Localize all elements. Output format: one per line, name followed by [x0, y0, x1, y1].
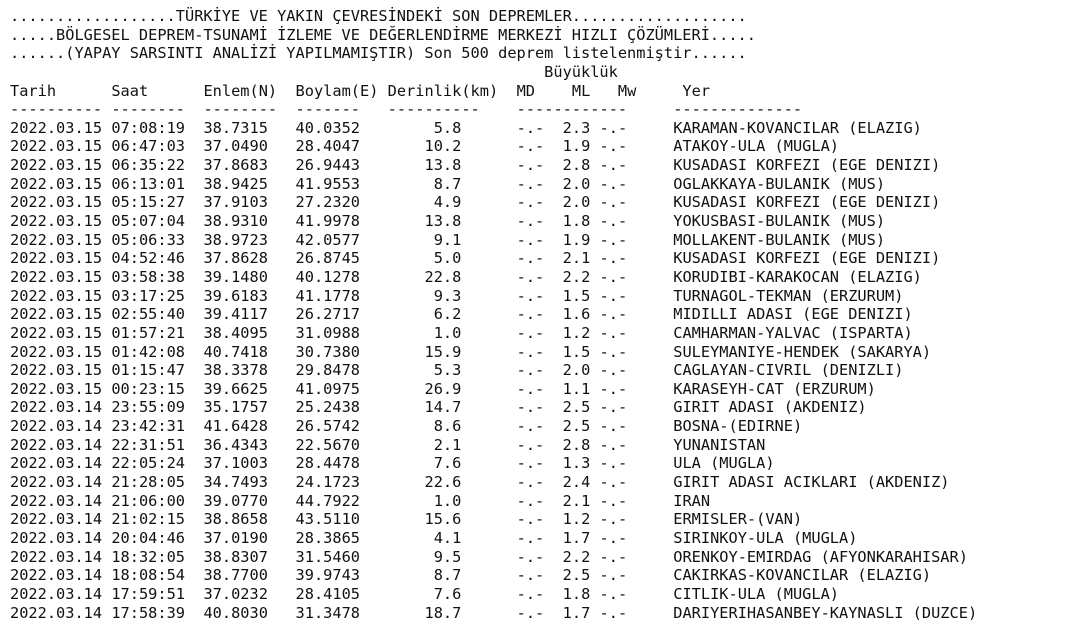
- row-longitude: 24.1723: [295, 473, 361, 492]
- row-time: 23:55:09: [111, 398, 186, 417]
- row-ml: 2.2: [562, 547, 591, 566]
- row-latitude: 38.4095: [203, 323, 268, 342]
- row-date: 2022.03.14: [10, 398, 103, 417]
- separator-date: ----------: [10, 100, 103, 119]
- row-mw: -.-: [599, 398, 628, 417]
- row-latitude: 34.7493: [203, 473, 268, 492]
- separator-depth: ----------: [387, 100, 480, 119]
- row-location: KORUDIBI-KARAKOCAN (ELAZIG): [673, 267, 922, 286]
- row-date: 2022.03.14: [10, 473, 103, 492]
- row-depth: 6.2: [387, 305, 462, 324]
- row-depth: 2.1: [387, 435, 462, 454]
- row-longitude: 28.4478: [295, 454, 361, 473]
- row-time: 22:31:51: [111, 435, 186, 454]
- row-mw: -.-: [599, 473, 628, 492]
- earthquake-row: [10, 417, 977, 436]
- row-time: 06:13:01: [111, 174, 186, 193]
- row-depth: 5.3: [387, 361, 462, 380]
- row-location: CITLIK-ULA (MUGLA): [673, 584, 840, 603]
- row-ml: 2.0: [562, 361, 591, 380]
- row-longitude: 26.5742: [295, 417, 361, 436]
- row-date: 2022.03.14: [10, 547, 103, 566]
- row-ml: 2.8: [562, 156, 591, 175]
- earthquake-row: [10, 361, 977, 380]
- row-latitude: 39.4117: [203, 305, 268, 324]
- row-md: -.-: [516, 528, 545, 547]
- row-time: 05:07:04: [111, 212, 186, 231]
- earthquake-row: [10, 156, 977, 175]
- row-time: 18:32:05: [111, 547, 186, 566]
- row-location: ORENKOY-EMIRDAG (AFYONKARAHISAR): [673, 547, 968, 566]
- row-ml: 2.4: [562, 473, 591, 492]
- row-latitude: 37.8683: [203, 156, 268, 175]
- row-mw: -.-: [599, 417, 628, 436]
- row-longitude: 31.0988: [295, 323, 361, 342]
- row-ml: 1.2: [562, 323, 591, 342]
- magnitude-group-heading: [10, 63, 977, 82]
- row-location: ERMISLER-(VAN): [673, 510, 803, 529]
- row-depth: 10.2: [387, 137, 462, 156]
- row-mw: -.-: [599, 193, 628, 212]
- row-md: -.-: [516, 193, 545, 212]
- row-location: TURNAGOL-TEKMAN (ERZURUM): [673, 286, 904, 305]
- row-date: 2022.03.14: [10, 566, 103, 585]
- row-longitude: 29.8478: [295, 361, 361, 380]
- row-mw: -.-: [599, 305, 628, 324]
- row-latitude: 39.0770: [203, 491, 268, 510]
- row-md: -.-: [516, 584, 545, 603]
- row-date: 2022.03.15: [10, 305, 103, 324]
- row-longitude: 30.7380: [295, 342, 361, 361]
- row-longitude: 31.3478: [295, 603, 361, 622]
- earthquake-row: [10, 529, 977, 548]
- column-header-row: [10, 82, 977, 101]
- row-location: SIRINKOY-ULA (MUGLA): [673, 528, 858, 547]
- earthquake-row: [10, 249, 977, 268]
- row-depth: 9.1: [387, 230, 462, 249]
- separator-latitude: --------: [203, 100, 278, 119]
- row-time: 00:23:15: [111, 379, 186, 398]
- earthquake-row: [10, 380, 977, 399]
- row-mw: -.-: [599, 491, 628, 510]
- row-time: 21:06:00: [111, 491, 186, 510]
- row-location: KARASEYH-CAT (ERZURUM): [673, 379, 876, 398]
- row-time: 21:28:05: [111, 473, 186, 492]
- row-time: 04:52:46: [111, 249, 186, 268]
- row-location: GIRIT ADASI (AKDENIZ): [673, 398, 867, 417]
- row-depth: 4.1: [387, 528, 462, 547]
- row-mw: -.-: [599, 174, 628, 193]
- row-ml: 1.8: [562, 584, 591, 603]
- row-ml: 2.2: [562, 267, 591, 286]
- row-latitude: 40.7418: [203, 342, 268, 361]
- row-time: 06:47:03: [111, 137, 186, 156]
- row-latitude: 39.6625: [203, 379, 268, 398]
- row-longitude: 28.3865: [295, 528, 361, 547]
- row-latitude: 38.9425: [203, 174, 268, 193]
- row-latitude: 35.1757: [203, 398, 268, 417]
- row-latitude: 38.7700: [203, 566, 268, 585]
- row-depth: 14.7: [387, 398, 462, 417]
- separator-time: --------: [111, 100, 186, 119]
- row-date: 2022.03.14: [10, 454, 103, 473]
- earthquake-row: [10, 492, 977, 511]
- row-location: CAMHARMAN-YALVAC (ISPARTA): [673, 323, 913, 342]
- row-latitude: 38.9723: [203, 230, 268, 249]
- row-depth: 7.6: [387, 454, 462, 473]
- earthquake-row: [10, 473, 977, 492]
- row-longitude: 41.1778: [295, 286, 361, 305]
- row-depth: 13.8: [387, 156, 462, 175]
- row-depth: 8.7: [387, 174, 462, 193]
- row-ml: 1.1: [562, 379, 591, 398]
- row-mw: -.-: [599, 361, 628, 380]
- row-time: 05:15:27: [111, 193, 186, 212]
- column-header-longitude: Boylam(E): [295, 81, 379, 100]
- row-latitude: 38.8307: [203, 547, 268, 566]
- row-mw: -.-: [599, 137, 628, 156]
- earthquake-row: [10, 324, 977, 343]
- column-header-time: Saat: [111, 81, 149, 100]
- header-title-line: ..................TÜRKİYE VE YAKIN ÇEVRESİNDEKİ SON DEPREMLER...................: [10, 7, 747, 25]
- row-location: KUSADASI KORFEZI (EGE DENIZI): [673, 193, 941, 212]
- earthquake-row: [10, 231, 977, 250]
- row-time: 03:17:25: [111, 286, 186, 305]
- row-location: BOSNA-(EDIRNE): [673, 417, 803, 436]
- row-location: ATAKOY-ULA (MUGLA): [673, 137, 840, 156]
- row-depth: 9.3: [387, 286, 462, 305]
- row-ml: 2.5: [562, 417, 591, 436]
- row-date: 2022.03.14: [10, 584, 103, 603]
- row-md: -.-: [516, 118, 545, 137]
- row-date: 2022.03.14: [10, 510, 103, 529]
- row-date: 2022.03.15: [10, 193, 103, 212]
- row-md: -.-: [516, 286, 545, 305]
- row-date: 2022.03.15: [10, 286, 103, 305]
- earthquake-row: [10, 566, 977, 585]
- earthquake-list-text: [10, 7, 977, 622]
- row-md: -.-: [516, 361, 545, 380]
- row-location: YUNANISTAN: [673, 435, 766, 454]
- row-mw: -.-: [599, 435, 628, 454]
- earthquake-row: [10, 398, 977, 417]
- row-ml: 1.8: [562, 212, 591, 231]
- row-depth: 18.7: [387, 603, 462, 622]
- row-md: -.-: [516, 174, 545, 193]
- row-ml: 1.9: [562, 137, 591, 156]
- row-mw: -.-: [599, 379, 628, 398]
- row-longitude: 26.8745: [295, 249, 361, 268]
- header-note-line: ......(YAPAY SARSINTI ANALİZİ YAPILMAMIŞTIR) Son 500 deprem listelenmiştir......: [10, 44, 747, 63]
- row-mw: -.-: [599, 286, 628, 305]
- earthquake-row: [10, 585, 977, 604]
- row-depth: 4.9: [387, 193, 462, 212]
- row-ml: 1.5: [562, 342, 591, 361]
- earthquake-rows: [10, 119, 977, 622]
- row-location: KARAMAN-KOVANCILAR (ELAZIG): [673, 118, 922, 137]
- row-md: -.-: [516, 417, 545, 436]
- earthquake-row: [10, 604, 977, 623]
- row-ml: 1.5: [562, 286, 591, 305]
- row-location: MIDILLI ADASI (EGE DENIZI): [673, 305, 913, 324]
- row-date: 2022.03.15: [10, 212, 103, 231]
- row-depth: 22.6: [387, 473, 462, 492]
- row-location: DARIYERIHASANBEY-KAYNASLI (DUZCE): [673, 603, 978, 622]
- row-md: -.-: [516, 491, 545, 510]
- row-md: -.-: [516, 342, 545, 361]
- row-longitude: 26.2717: [295, 305, 361, 324]
- row-md: -.-: [516, 156, 545, 175]
- row-latitude: 37.0190: [203, 528, 268, 547]
- row-mw: -.-: [599, 584, 628, 603]
- row-date: 2022.03.14: [10, 417, 103, 436]
- row-date: 2022.03.15: [10, 361, 103, 380]
- row-location: OGLAKKAYA-BULANIK (MUS): [673, 174, 886, 193]
- row-latitude: 37.8628: [203, 249, 268, 268]
- row-time: 01:15:47: [111, 361, 186, 380]
- row-ml: 2.1: [562, 491, 591, 510]
- row-time: 21:02:15: [111, 510, 186, 529]
- row-mw: -.-: [599, 510, 628, 529]
- row-date: 2022.03.15: [10, 156, 103, 175]
- row-time: 20:04:46: [111, 528, 186, 547]
- row-ml: 1.7: [562, 528, 591, 547]
- row-mw: -.-: [599, 603, 628, 622]
- earthquake-row: [10, 454, 977, 473]
- row-location: GIRIT ADASI ACIKLARI (AKDENIZ): [673, 473, 950, 492]
- row-mw: -.-: [599, 528, 628, 547]
- row-mw: -.-: [599, 249, 628, 268]
- earthquake-row: [10, 305, 977, 324]
- row-depth: 26.9: [387, 379, 462, 398]
- row-date: 2022.03.15: [10, 137, 103, 156]
- column-header-md: MD: [516, 81, 536, 100]
- row-mw: -.-: [599, 342, 628, 361]
- column-separator-row: [10, 100, 977, 119]
- row-longitude: 41.9553: [295, 174, 361, 193]
- row-depth: 15.6: [387, 510, 462, 529]
- row-time: 17:59:51: [111, 584, 186, 603]
- row-latitude: 38.8658: [203, 510, 268, 529]
- separator-location: --------------: [673, 100, 803, 119]
- row-depth: 7.6: [387, 584, 462, 603]
- row-mw: -.-: [599, 323, 628, 342]
- row-ml: 2.0: [562, 193, 591, 212]
- earthquake-row: [10, 175, 977, 194]
- row-mw: -.-: [599, 156, 628, 175]
- row-longitude: 28.4105: [295, 584, 361, 603]
- row-mw: -.-: [599, 230, 628, 249]
- row-date: 2022.03.15: [10, 230, 103, 249]
- row-md: -.-: [516, 379, 545, 398]
- row-date: 2022.03.15: [10, 249, 103, 268]
- earthquake-row: [10, 343, 977, 362]
- row-latitude: 38.7315: [203, 118, 268, 137]
- row-location: SULEYMANIYE-HENDEK (SAKARYA): [673, 342, 932, 361]
- row-date: 2022.03.14: [10, 528, 103, 547]
- row-ml: 1.6: [562, 305, 591, 324]
- row-longitude: 31.5460: [295, 547, 361, 566]
- row-md: -.-: [516, 547, 545, 566]
- earthquake-row: [10, 510, 977, 529]
- row-date: 2022.03.15: [10, 379, 103, 398]
- row-depth: 8.7: [387, 566, 462, 585]
- row-depth: 9.5: [387, 547, 462, 566]
- row-depth: 13.8: [387, 212, 462, 231]
- row-md: -.-: [516, 230, 545, 249]
- row-time: 07:08:19: [111, 118, 186, 137]
- magnitude-group-label: Büyüklük: [544, 62, 618, 81]
- row-date: 2022.03.14: [10, 603, 103, 622]
- row-depth: 1.0: [387, 323, 462, 342]
- earthquake-row: [10, 268, 977, 287]
- row-md: -.-: [516, 249, 545, 268]
- row-ml: 2.5: [562, 566, 591, 585]
- row-longitude: 43.5110: [295, 510, 361, 529]
- row-latitude: 41.6428: [203, 417, 268, 436]
- row-longitude: 40.0352: [295, 118, 361, 137]
- separator-magnitude: ------------: [516, 100, 628, 119]
- row-longitude: 41.0975: [295, 379, 361, 398]
- row-location: MOLLAKENT-BULANIK (MUS): [673, 230, 886, 249]
- row-md: -.-: [516, 323, 545, 342]
- row-md: -.-: [516, 137, 545, 156]
- earthquake-row: [10, 436, 977, 455]
- row-mw: -.-: [599, 454, 628, 473]
- row-longitude: 22.5670: [295, 435, 361, 454]
- earthquake-row: [10, 287, 977, 306]
- row-location: CAGLAYAN-CIVRIL (DENIZLI): [673, 361, 904, 380]
- column-header-mw: Mw: [617, 81, 637, 100]
- row-location: IRAN: [673, 491, 711, 510]
- row-date: 2022.03.14: [10, 491, 103, 510]
- column-header-latitude: Enlem(N): [203, 81, 278, 100]
- row-ml: 1.3: [562, 454, 591, 473]
- row-location: KUSADASI KORFEZI (EGE DENIZI): [673, 156, 941, 175]
- row-time: 01:57:21: [111, 323, 186, 342]
- row-mw: -.-: [599, 267, 628, 286]
- row-time: 18:08:54: [111, 566, 186, 585]
- separator-longitude: -------: [295, 100, 361, 119]
- earthquake-row: [10, 137, 977, 156]
- row-longitude: 26.9443: [295, 156, 361, 175]
- row-longitude: 25.2438: [295, 398, 361, 417]
- row-location: YOKUSBASI-BULANIK (MUS): [673, 212, 886, 231]
- row-md: -.-: [516, 267, 545, 286]
- earthquake-row: [10, 193, 977, 212]
- earthquake-row: [10, 212, 977, 231]
- column-header-date: Tarih: [10, 81, 57, 100]
- row-latitude: 37.9103: [203, 193, 268, 212]
- row-latitude: 39.1480: [203, 267, 268, 286]
- row-longitude: 41.9978: [295, 212, 361, 231]
- row-md: -.-: [516, 398, 545, 417]
- row-time: 06:35:22: [111, 156, 186, 175]
- row-latitude: 39.6183: [203, 286, 268, 305]
- row-depth: 5.8: [387, 118, 462, 137]
- row-longitude: 39.9743: [295, 566, 361, 585]
- row-longitude: 42.0577: [295, 230, 361, 249]
- row-longitude: 40.1278: [295, 267, 361, 286]
- column-header-location: Yer: [682, 81, 711, 100]
- row-date: 2022.03.14: [10, 435, 103, 454]
- row-ml: 1.7: [562, 603, 591, 622]
- row-date: 2022.03.15: [10, 267, 103, 286]
- row-time: 22:05:24: [111, 454, 186, 473]
- row-ml: 1.9: [562, 230, 591, 249]
- earthquake-row: [10, 119, 977, 138]
- row-md: -.-: [516, 473, 545, 492]
- row-location: CAKIRKAS-KOVANCILAR (ELAZIG): [673, 566, 932, 585]
- row-md: -.-: [516, 212, 545, 231]
- header-subtitle-line: .....BÖLGESEL DEPREM-TSUNAMİ İZLEME VE DEĞERLENDİRME MERKEZİ HIZLI ÇÖZÜMLERİ.....: [10, 25, 756, 44]
- row-date: 2022.03.15: [10, 323, 103, 342]
- row-date: 2022.03.15: [10, 118, 103, 137]
- row-time: 05:06:33: [111, 230, 186, 249]
- row-longitude: 28.4047: [295, 137, 361, 156]
- row-time: 23:42:31: [111, 417, 186, 436]
- row-depth: 1.0: [387, 491, 462, 510]
- row-time: 01:42:08: [111, 342, 186, 361]
- row-latitude: 37.0490: [203, 137, 268, 156]
- row-mw: -.-: [599, 547, 628, 566]
- row-md: -.-: [516, 603, 545, 622]
- row-latitude: 36.4343: [203, 435, 268, 454]
- row-depth: 8.6: [387, 417, 462, 436]
- row-ml: 2.8: [562, 435, 591, 454]
- row-longitude: 44.7922: [295, 491, 361, 510]
- column-header-ml: ML: [571, 81, 591, 100]
- row-latitude: 37.0232: [203, 584, 268, 603]
- row-location: ULA (MUGLA): [673, 454, 775, 473]
- column-header-depth: Derinlik(km): [387, 81, 499, 100]
- row-latitude: 38.3378: [203, 361, 268, 380]
- row-date: 2022.03.15: [10, 174, 103, 193]
- row-depth: 5.0: [387, 249, 462, 268]
- row-md: -.-: [516, 435, 545, 454]
- row-mw: -.-: [599, 566, 628, 585]
- row-latitude: 38.9310: [203, 212, 268, 231]
- row-location: KUSADASI KORFEZI (EGE DENIZI): [673, 249, 941, 268]
- row-md: -.-: [516, 510, 545, 529]
- row-latitude: 37.1003: [203, 454, 268, 473]
- earthquake-row: [10, 548, 977, 567]
- row-mw: -.-: [599, 212, 628, 231]
- row-mw: -.-: [599, 118, 628, 137]
- row-md: -.-: [516, 454, 545, 473]
- row-md: -.-: [516, 566, 545, 585]
- row-ml: 2.1: [562, 249, 591, 268]
- row-longitude: 27.2320: [295, 193, 361, 212]
- row-depth: 15.9: [387, 342, 462, 361]
- row-time: 03:58:38: [111, 267, 186, 286]
- row-ml: 2.0: [562, 174, 591, 193]
- row-ml: 2.5: [562, 398, 591, 417]
- row-ml: 2.3: [562, 118, 591, 137]
- row-ml: 1.2: [562, 510, 591, 529]
- row-time: 02:55:40: [111, 305, 186, 324]
- row-time: 17:58:39: [111, 603, 186, 622]
- row-latitude: 40.8030: [203, 603, 268, 622]
- row-md: -.-: [516, 305, 545, 324]
- row-depth: 22.8: [387, 267, 462, 286]
- row-date: 2022.03.15: [10, 342, 103, 361]
